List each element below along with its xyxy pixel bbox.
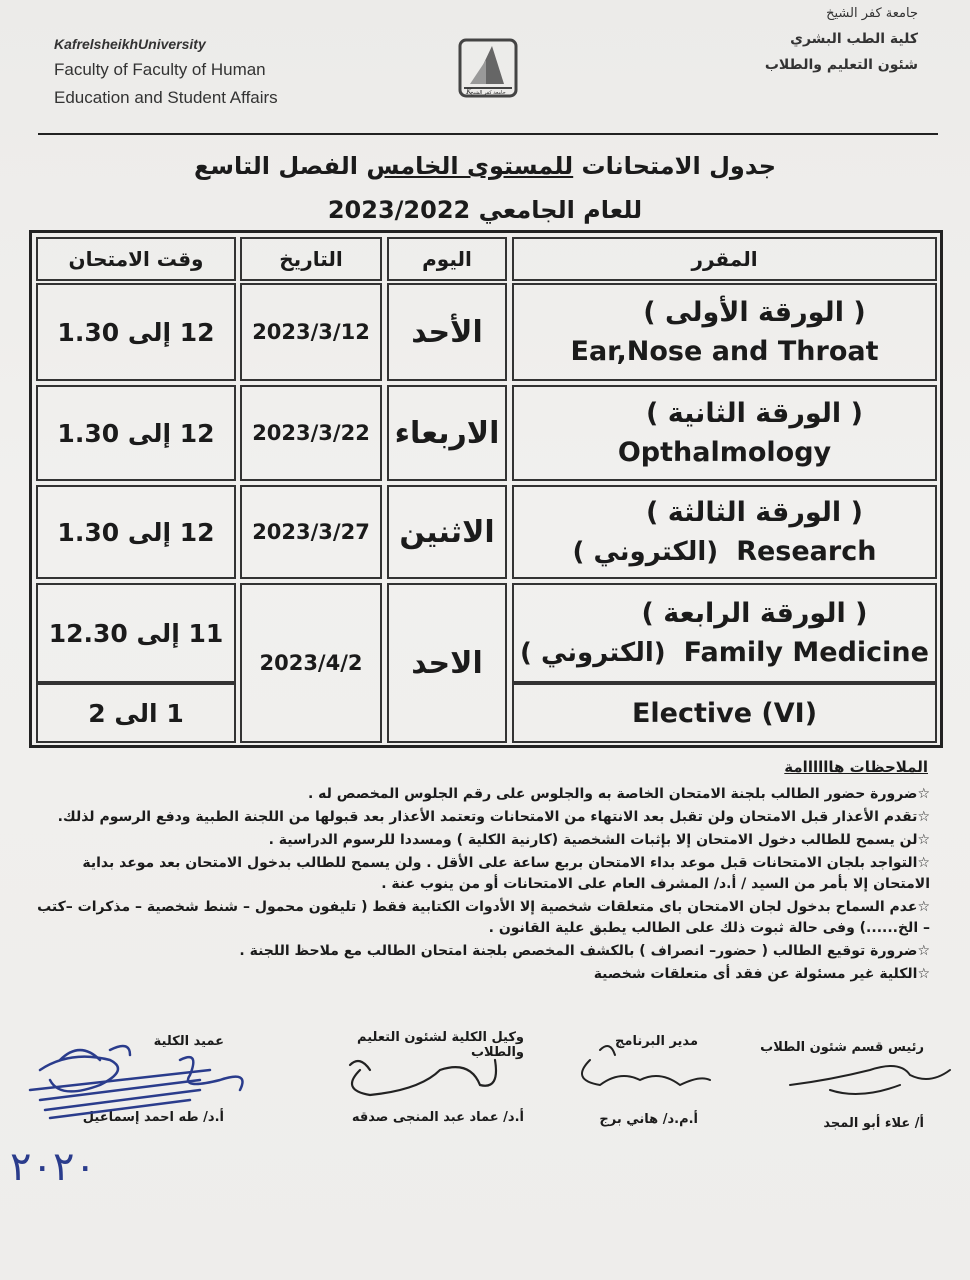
note-item: ☆ضرورة حضور الطالب بلجنة الامتحان الخاصة به والجلوس على رقم الجلوس المخصص له . bbox=[307, 786, 930, 802]
header-english bbox=[54, 36, 278, 108]
header-arabic bbox=[765, 6, 918, 83]
affairs-name-en: Education and Student Affairs bbox=[54, 88, 278, 107]
table-row-course bbox=[512, 485, 937, 579]
table-row-time: 11 إلى 12.30 bbox=[36, 583, 236, 683]
schedule-title bbox=[0, 152, 970, 180]
notes-list bbox=[36, 784, 930, 987]
paper-label: ( الورقة الرابعة ) bbox=[641, 598, 868, 629]
course-name: Family Medicine bbox=[683, 637, 929, 668]
note-item: ☆ضرورة توقيع الطالب ( حضور– انصراف ) بالكشف المخصص بلجنة امتحان الطالب مع ملاحظ اللجنة . bbox=[239, 943, 930, 959]
university-logo bbox=[412, 20, 542, 116]
signature-name: أ/ علاء أبو المجد bbox=[823, 1116, 924, 1131]
table-row-course bbox=[512, 583, 937, 683]
signature-name: أ.د/ طه احمد إسماعيل bbox=[82, 1110, 224, 1125]
note-item: ☆عدم السماح بدخول لجان الامتحان باى متعلقات شخصية إلا الأدوات الكتابية فقط ( تليفون محمول – شنط شخصية – مذكرات –كتب – الخ......) وفى حالة ثبوت ذلك على الطالب يطبق علية القانون . bbox=[37, 899, 930, 936]
header-course: المقرر bbox=[512, 237, 937, 281]
table-row-day: الاربعاء bbox=[387, 385, 507, 481]
table-row-date: 2023/3/22 bbox=[240, 385, 382, 481]
table-row-date: 2023/4/2 bbox=[240, 583, 382, 743]
table-row-day: الاحد bbox=[387, 583, 507, 743]
signature-title: وكيل الكلية لشئون التعليم والطلاب bbox=[357, 1030, 524, 1060]
header-day: اليوم bbox=[387, 237, 507, 281]
paper-label: ( الورقة الثالثة ) bbox=[646, 497, 863, 528]
electronic-tag: (الكتروني ) bbox=[520, 638, 666, 668]
note-item: ☆تقدم الأعذار قبل الامتحان ولن تقبل بعد الانتهاء من الامتحانات وتعتمد الأعذار بعد قبولها من اللجنة الطبية ودفع الرسوم لذلك. bbox=[57, 809, 930, 825]
svg-text:K: K bbox=[466, 87, 472, 96]
notes-title: الملاحظات هاااااامة bbox=[784, 758, 928, 776]
university-name-ar: جامعة كفر الشيخ bbox=[826, 6, 918, 21]
elective-time: 1 الى 2 bbox=[36, 683, 236, 743]
handwritten-year: ٢٠٢٠ bbox=[10, 1144, 96, 1190]
svg-text:جامعة كفر الشيخ: جامعة كفر الشيخ bbox=[470, 90, 506, 96]
signature-title: مدير البرنامج bbox=[615, 1034, 698, 1049]
note-item: ☆لن يسمح للطالب دخول الامتحان إلا بإثبات الشخصية (كارنية الكلية ) ومسددا للرسوم الدراسية . bbox=[268, 832, 930, 848]
course-name: Research bbox=[736, 536, 877, 567]
course-name: Ear,Nose and Throat bbox=[570, 336, 879, 367]
note-item: ☆التواجد بلجان الامتحانات قبل موعد بداء الامتحان بربع ساعة على الأقل . ولن يسمح للطالب بدخول الامتحان بعد موعد بداية الامتحان إلا بأمر من السيد / أ.د/ المشرف العام على الامتحانات أو من ينوب عنة . bbox=[82, 855, 930, 892]
signature-title: عميد الكلية bbox=[153, 1034, 224, 1049]
signature-title: رئيس قسم شئون الطلاب bbox=[760, 1040, 924, 1055]
table-row-time: 12 إلى 1.30 bbox=[36, 283, 236, 381]
table-row-time: 12 إلى 1.30 bbox=[36, 385, 236, 481]
table-row-day: الاثنين bbox=[387, 485, 507, 579]
table-row-course bbox=[512, 385, 937, 481]
handwritten-signatures bbox=[0, 1030, 970, 1190]
signature-name: أ.م.د/ هاني برج bbox=[599, 1112, 698, 1127]
title-part: جدول الامتحانات bbox=[573, 152, 777, 180]
table-row-time: 12 إلى 1.30 bbox=[36, 485, 236, 579]
paper-label: ( الورقة الثانية ) bbox=[646, 398, 863, 429]
exam-table bbox=[29, 230, 943, 748]
table-row-course bbox=[512, 283, 937, 381]
title-semester: الفصل التاسع bbox=[193, 152, 367, 180]
signature-name: أ.د/ عماد عبد المنجى صدقه bbox=[351, 1110, 524, 1125]
header-time: وقت الامتحان bbox=[36, 237, 236, 281]
university-name-en: KafrelsheikhUniversity bbox=[54, 36, 206, 52]
title-level: للمستوى الخامس bbox=[366, 152, 574, 180]
electronic-tag: (الكتروني ) bbox=[572, 537, 719, 567]
academic-year: للعام الجامعي 2023/2022 bbox=[327, 196, 643, 224]
header-date: التاريخ bbox=[240, 237, 382, 281]
course-line bbox=[573, 536, 877, 567]
paper-label: ( الورقة الأولى ) bbox=[643, 297, 866, 328]
header-divider bbox=[38, 133, 938, 135]
elective-course: Elective (VI) bbox=[512, 683, 937, 743]
faculty-name-en: Faculty of Faculty of Human bbox=[54, 60, 266, 79]
course-line bbox=[520, 637, 929, 668]
table-row-day: الأحد bbox=[387, 283, 507, 381]
table-row-date: 2023/3/12 bbox=[240, 283, 382, 381]
course-name: Opthalmology bbox=[617, 437, 832, 468]
table-row-date: 2023/3/27 bbox=[240, 485, 382, 579]
faculty-name-ar: كلية الطب البشري bbox=[790, 31, 918, 47]
affairs-name-ar: شئون التعليم والطلاب bbox=[764, 57, 918, 73]
note-item: ☆الكلية غير مسئولة عن فقد أى متعلقات شخصية bbox=[593, 966, 930, 982]
